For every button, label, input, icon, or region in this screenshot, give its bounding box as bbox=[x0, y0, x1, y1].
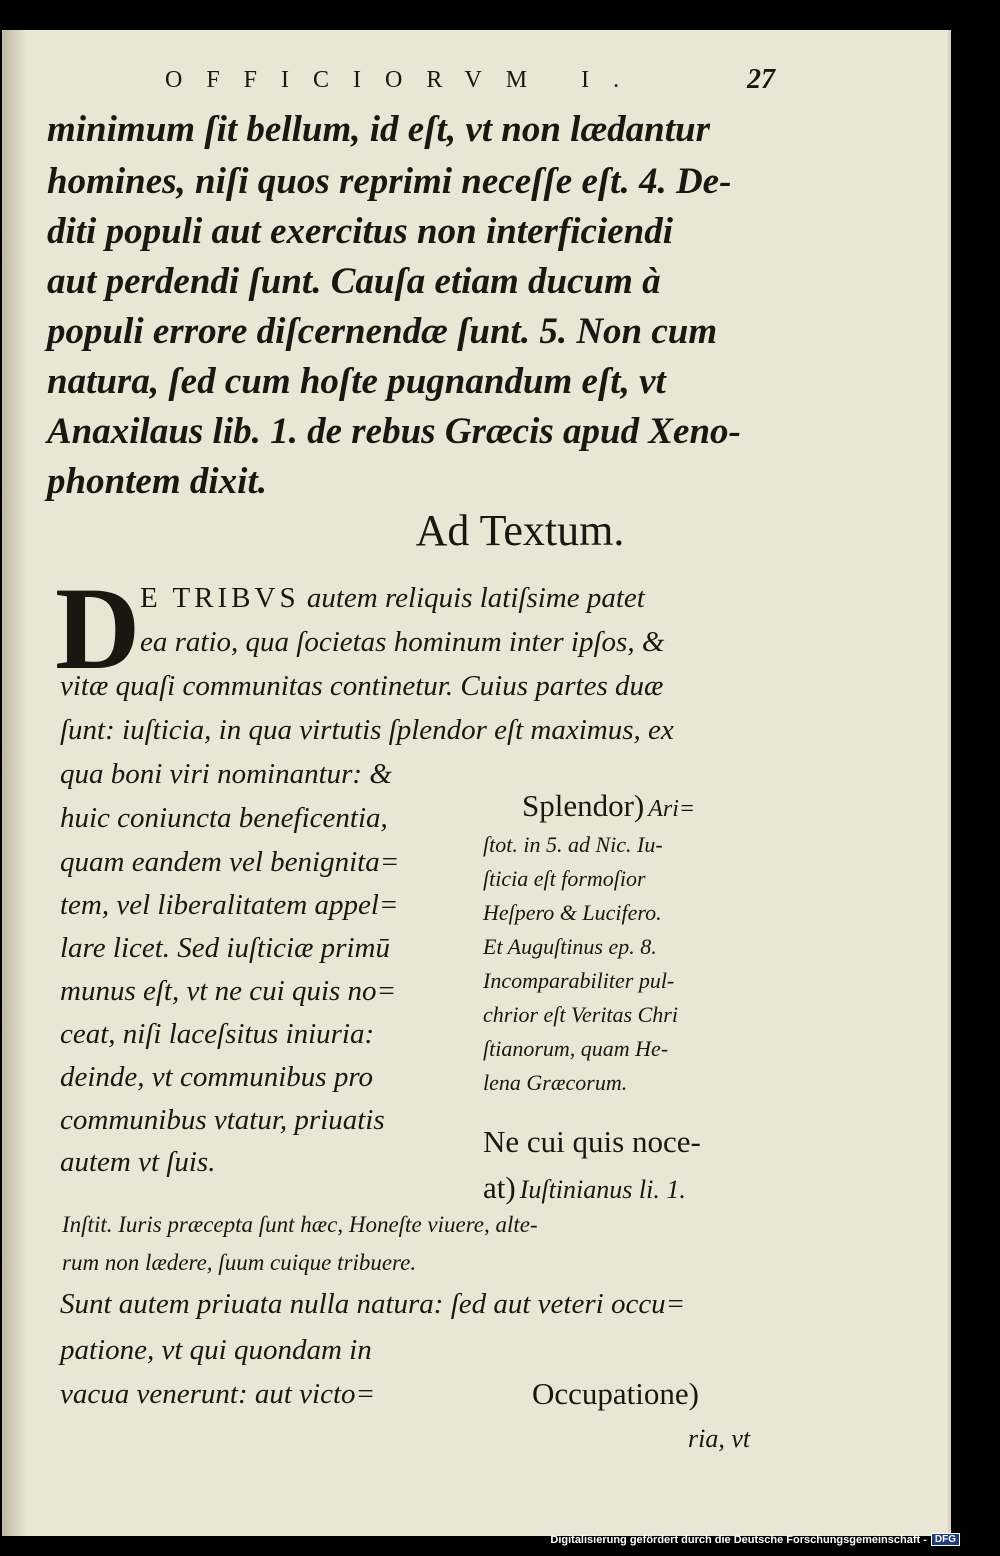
text-line: tem, vel liberalitatem appel= bbox=[60, 889, 399, 921]
note-line: ſtot. in 5. ad Nic. Iu- bbox=[483, 832, 663, 857]
commentary-line: homines, niſi quos reprimi neceſſe eſt. 4. De- bbox=[47, 161, 732, 202]
running-head: OFFICIORVM I. bbox=[165, 66, 644, 93]
note-line: ſtianorum, quam He- bbox=[483, 1036, 669, 1061]
text-first-line bbox=[140, 582, 645, 615]
gutter-shadow bbox=[2, 30, 28, 1536]
note-lemma: Splendor) bbox=[522, 788, 645, 823]
text-line: quam eandem vel benignita= bbox=[60, 846, 400, 878]
text-line: communibus vtatur, priuatis bbox=[60, 1104, 385, 1136]
note-text: Ari= bbox=[648, 796, 696, 822]
first-word: E TRIBVS bbox=[140, 582, 300, 614]
note-line bbox=[483, 1170, 686, 1206]
note-lemma: Occupatione) bbox=[532, 1376, 699, 1411]
note-lemma: at) bbox=[483, 1170, 516, 1205]
commentary-line: diti populi aut exercitus non interficiendi bbox=[47, 211, 673, 252]
note-text: Iuſtinianus li. 1. bbox=[519, 1175, 686, 1204]
text-line: ceat, niſi laceſsitus iniuria: bbox=[60, 1018, 375, 1050]
text-line: ria, vt bbox=[688, 1424, 751, 1453]
commentary-line: natura, ſed cum hoſte pugnandum eſt, vt bbox=[47, 361, 666, 402]
text-line: vitæ quaſi communitas continetur. Cuius partes duæ bbox=[60, 670, 664, 702]
credit-text: Digitalisierung gefördert durch die Deutsche Forschungsgemeinschaft - bbox=[550, 1533, 927, 1546]
text-line: Sunt autem priuata nulla natura: ſed aut veteri occu= bbox=[60, 1288, 686, 1320]
text-line: lare licet. Sed iuſticiæ primū bbox=[60, 932, 390, 964]
text-line: ea ratio, qua ſocietas hominum inter ipſos, & bbox=[140, 626, 665, 658]
note-lemma: Ne cui quis noce- bbox=[483, 1124, 701, 1159]
note-line: Inſtit. Iuris præcepta ſunt hæc, Honeſte viuere, alte- bbox=[62, 1212, 538, 1237]
text-line: qua boni viri nominantur: & bbox=[60, 758, 392, 790]
note-line: Incomparabiliter pul- bbox=[483, 968, 675, 993]
text-line: deinde, vt communibus pro bbox=[60, 1061, 374, 1093]
first-line-rest: autem reliquis latiſsime patet bbox=[306, 582, 645, 614]
commentary-line: Anaxilaus lib. 1. de rebus Græcis apud Xeno- bbox=[47, 411, 741, 452]
page-number: 27 bbox=[747, 64, 775, 95]
text-line: huic coniuncta beneficentia, bbox=[60, 802, 388, 834]
page-header bbox=[165, 60, 775, 100]
note-line: ſticia eſt formoſior bbox=[483, 866, 646, 891]
text-line: patione, vt qui quondam in bbox=[60, 1334, 372, 1366]
commentary-line: aut perdendi ſunt. Cauſa etiam ducum à bbox=[47, 261, 661, 302]
text-line: ſunt: iuſticia, in qua virtutis ſplendor eſt maximus, ex bbox=[60, 714, 674, 746]
note-line: Heſpero & Lucifero. bbox=[483, 900, 662, 925]
digitization-credit bbox=[550, 1533, 960, 1546]
section-heading: Ad Textum. bbox=[415, 506, 625, 555]
text-line: vacua venerunt: aut victo= bbox=[60, 1378, 376, 1410]
drop-capital: D bbox=[55, 563, 141, 694]
dfg-logo: DFG bbox=[931, 1533, 960, 1546]
commentary-line: phontem dixit. bbox=[47, 461, 267, 502]
text-line: autem vt ſuis. bbox=[60, 1146, 216, 1178]
note-line: lena Græcorum. bbox=[483, 1070, 628, 1095]
note-line: Et Auguſtinus ep. 8. bbox=[483, 934, 657, 959]
text-line: munus eſt, vt ne cui quis no= bbox=[60, 975, 397, 1007]
note-splendor-head bbox=[522, 788, 695, 824]
commentary-line: populi errore diſcernendæ ſunt. 5. Non cum bbox=[47, 311, 718, 352]
commentary-line: minimum ſit bellum, id eſt, vt non lædantur bbox=[47, 109, 711, 150]
note-line: chrior eſt Veritas Chri bbox=[483, 1002, 678, 1027]
note-line: rum non lædere, ſuum cuique tribuere. bbox=[62, 1250, 417, 1275]
